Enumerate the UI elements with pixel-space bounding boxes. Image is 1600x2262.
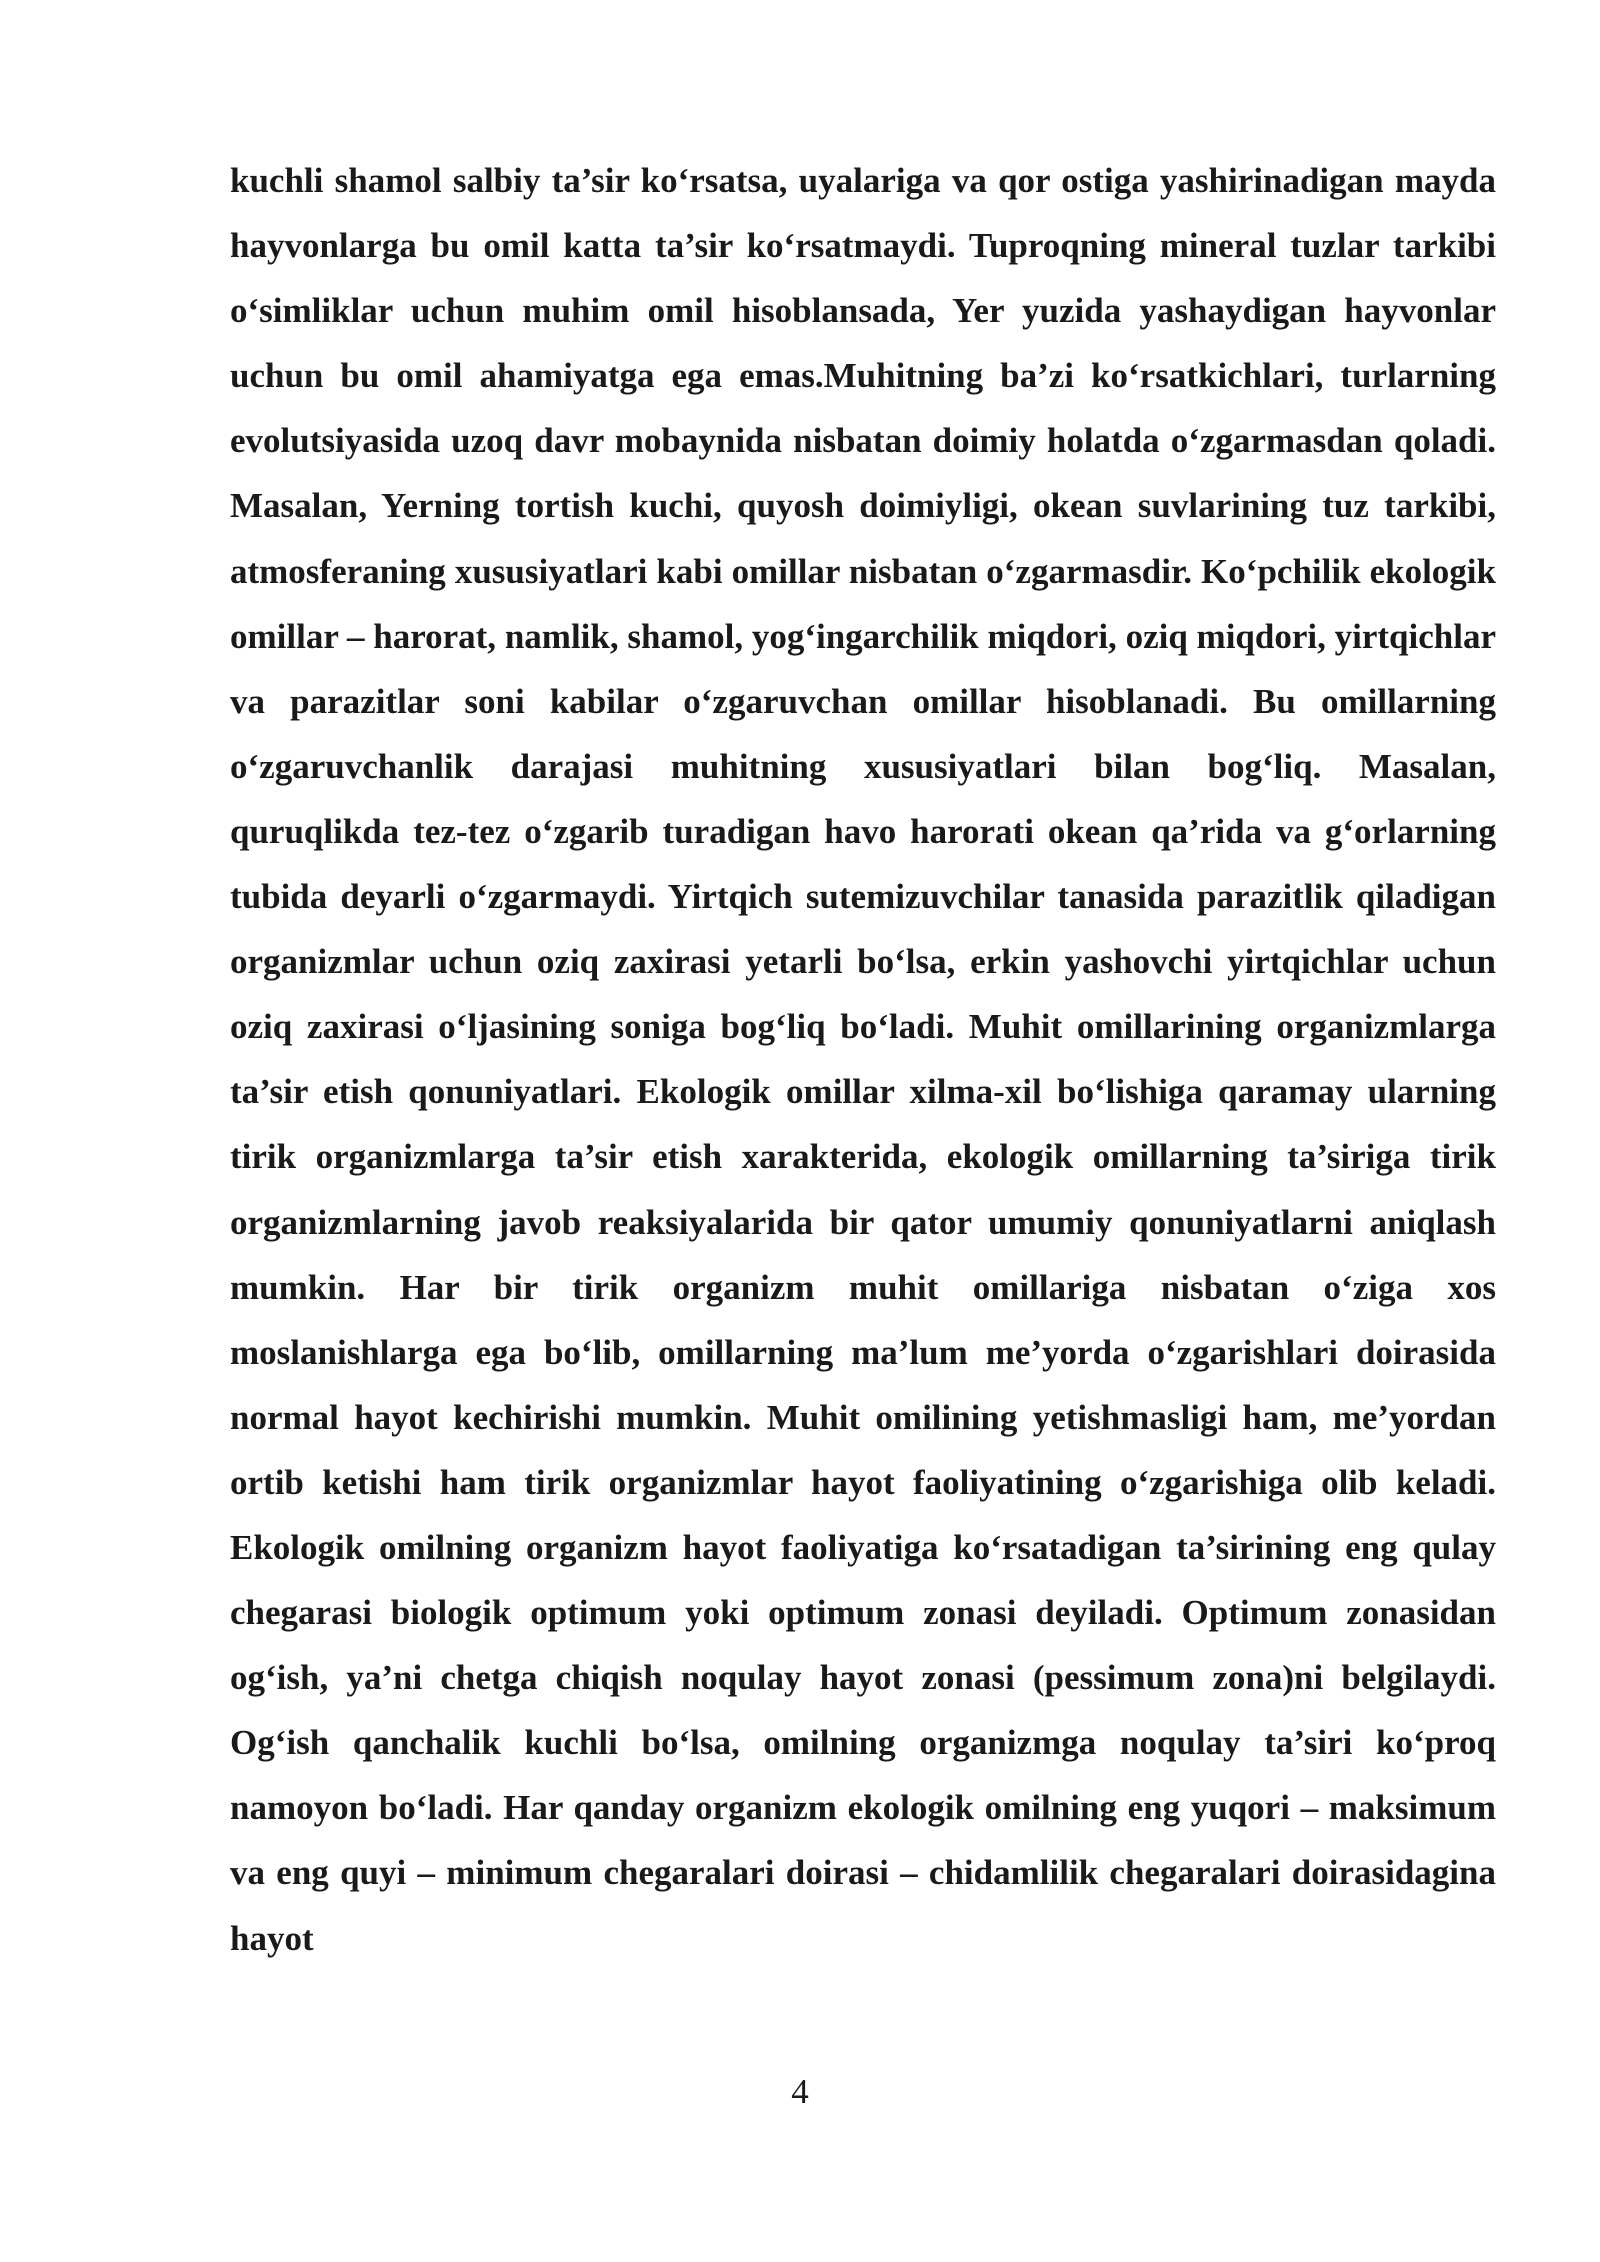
body-paragraph: kuchli shamol salbiy ta’sir ko‘rsatsa, uyalariga va qor ostiga yashirinadigan mayda hayvonlarga bu omil katta ta’sir ko‘rsatmaydi. Tuproqning mineral tuzlar tarkibi o‘simliklar uchun muhim omil hisoblansada, Yer yuzida yashaydigan hayvonlar uchun bu omil ahamiyatga ega emas.Muhitning ba’zi ko‘rsatkichlari, turlarning evolutsiyasida uzoq davr mobaynida nisbatan doimiy holatda o‘zgarmasdan qoladi. Masalan, Yerning tortish kuchi, quyosh doimiyligi, okean suvlarining tuz tarkibi, atmosferaning xususiyatlari kabi omillar nisbatan o‘zgarmasdir. Ko‘pchilik ekologik omillar – harorat, namlik, shamol, yog‘ingarchilik miqdori, oziq miqdori, yirtqichlar va parazitlar soni kabilar o‘zgaruvchan omillar hisoblanadi. Bu omillarning o‘zgaruvchanlik darajasi muhitning xususiyatlari bilan bog‘liq. Masalan, quruqlikda tez-tez o‘zgarib turadigan havo harorati okean qa’rida va g‘orlarning tubida deyarli o‘zgarmaydi. Yirtqich sutemizuvchilar tanasida parazitlik qiladigan organizmlar uchun oziq zaxirasi yetarli bo‘lsa, erkin yashovchi yirtqichlar uchun oziq zaxirasi o‘ljasining soniga bog‘liq bo‘ladi. Muhit omillarining organizmlarga ta’sir etish qonuniyatlari. Ekologik omillar xilma-xil bo‘lishiga qaramay ularning tirik organizmlarga ta’sir etish xarakterida, ekologik omillarning ta’siriga tirik organizmlarning javob reaksiyalarida bir qator umumiy qonuniyatlarni aniqlash mumkin. Har bir tirik organizm muhit omillariga nisbatan o‘ziga xos moslanishlarga ega bo‘lib, omillarning ma’lum me’yorda o‘zgarishlari doirasida normal hayot kechirishi mumkin. Muhit omilining yetishmasligi ham, me’yordan ortib ketishi ham tirik organizmlar hayot faoliyatining o‘zgarishiga olib keladi. Ekologik omilning organizm hayot faoliyatiga ko‘rsatadigan ta’sirining eng qulay chegarasi biologik optimum yoki optimum zonasi deyiladi. Optimum zonasidan og‘ish, ya’ni chetga chiqish noqulay hayot zonasi (pessimum zona)ni belgilaydi. Og‘ish qanchalik kuchli bo‘lsa, omilning organizmga noqulay ta’siri ko‘proq namoyon bo‘ladi. Har qanday organizm ekologik omilning eng yuqori – maksimum va eng quyi – minimum chegaralari doirasi – chidamlilik chegaralari doirasidagina hayot — [230, 161, 1496, 1958]
page-number: 4 — [791, 2072, 809, 2111]
